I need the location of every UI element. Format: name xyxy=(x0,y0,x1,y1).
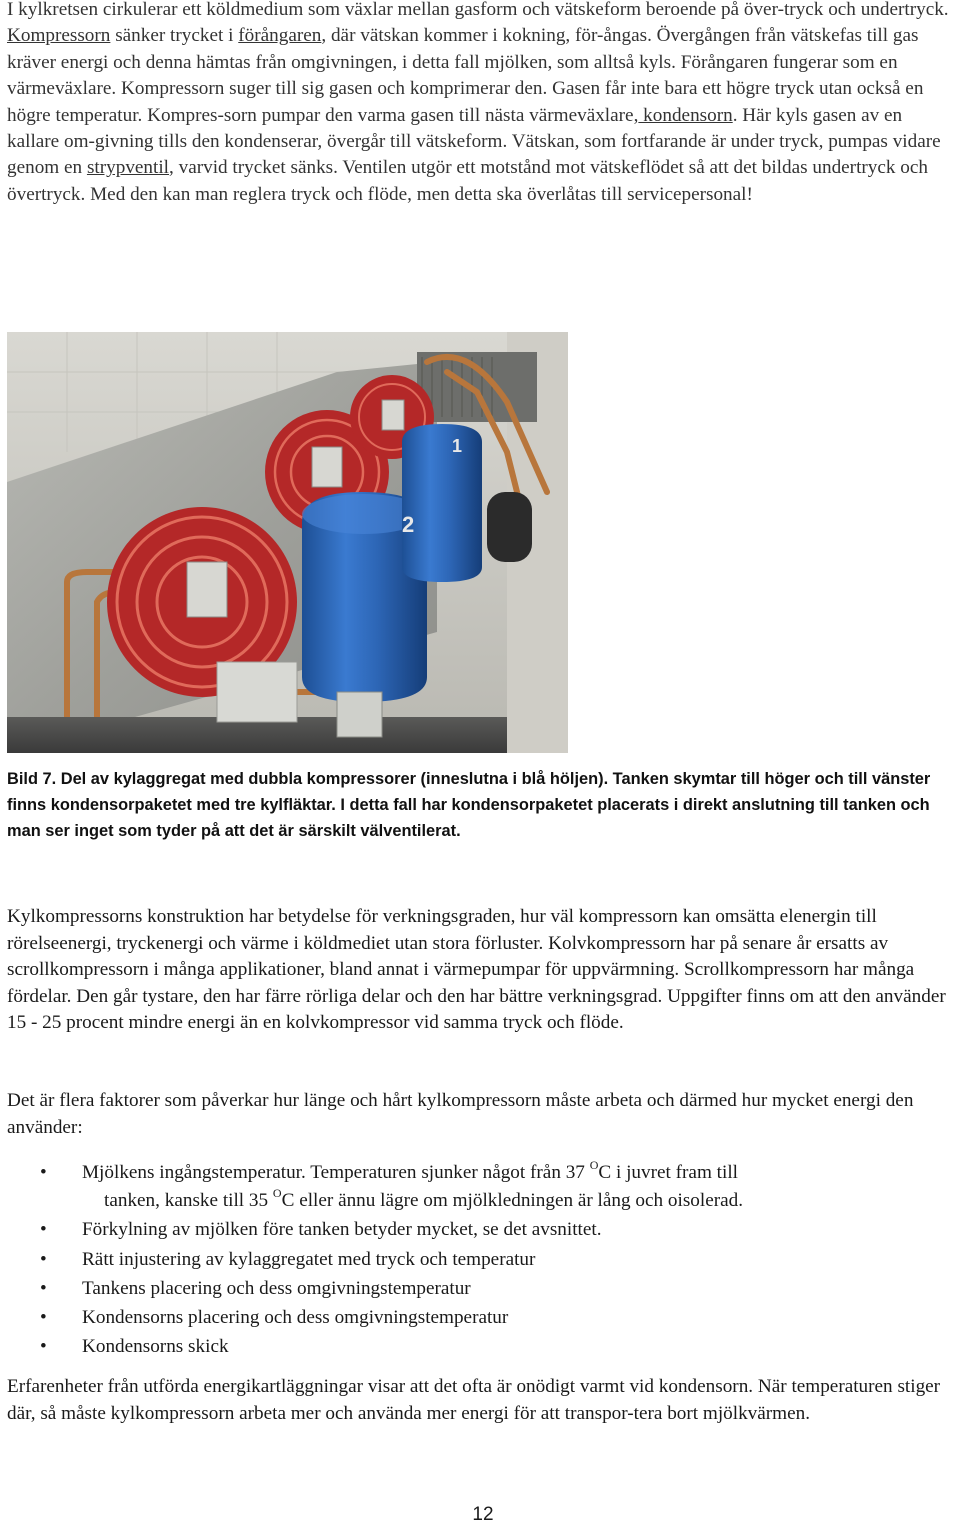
list-item-text: tanken, kanske till 35 xyxy=(104,1190,273,1212)
bullet-marker: • xyxy=(40,1248,47,1270)
term-forangaren-link[interactable]: förångaren xyxy=(238,25,322,47)
control-box xyxy=(337,692,382,737)
bullet-marker: • xyxy=(40,1336,47,1358)
paragraph-energy-survey: Erfarenheter från utförda energikartläggningar visar att det ofta är onödigt varmt vid kondensorn. När temperaturen stiger där, så måste kylkompressorn arbeta mer och använda mer energi för att transpor-tera bort mjölkvärmen. xyxy=(7,1376,941,1424)
list-item-text: Förkylning av mjölken före tanken betyder mycket, se det avsnittet. xyxy=(82,1219,602,1241)
paragraph-factors-intro: Det är flera faktorer som påverkar hur länge och hårt kylkompressorn måste arbeta och därmed hur mycket energi den använder: xyxy=(7,1090,914,1138)
list-item-text: C i juvret fram till xyxy=(598,1162,738,1183)
condenser-coil xyxy=(417,352,537,422)
list-item xyxy=(0,1303,960,1332)
bullet-marker: • xyxy=(40,1219,47,1241)
list-item-text: Mjölkens ingångstemperatur. Temperaturen sjunker något från 37 xyxy=(82,1162,590,1183)
intro-text: . Här kyls gasen av en kallare om-givning tills den kondenserar, övergår till vätskeform. Vätskan, som fortfarande är under tryck, pumpas vidare genom en xyxy=(7,104,941,179)
list-item xyxy=(0,1215,960,1244)
intro-text: I kylkretsen cirkulerar ett köldmedium som växlar mellan gasform och vätskeform beroende på över-tryck och undertryck. xyxy=(7,0,949,20)
list-item-text: Kondensorns placering och dess omgivningstemperatur xyxy=(82,1307,509,1329)
list-item xyxy=(0,1245,960,1274)
bullet-marker: • xyxy=(40,1307,47,1329)
paragraph-compressor-construction: Kylkompressorns konstruktion har betydelse för verkningsgraden, hur väl kompressorn kan omsätta elenergin till rörelseenergi, tryckenergi och värme i köldmediet utan stora förluster. Kolvkompressorn har på senare år ersatts av scrollkompressorn i många applikationer, bland annat i värmepumpar för uppvärmning. Scrollkompressorn har många fördelar. Den går tystare, den har färre rörliga delar och den har bättre verkningsgrad. Uppgifter finns om att den använder 15 - 25 procent mindre energi än en kolvkompressor vid samma tryck och flöde. xyxy=(7,906,946,1034)
list-item xyxy=(0,1274,960,1303)
intro-text: , varvid trycket sänks. Ventilen utgör ett motstånd mot vätskeflödet så att det bildas undertryck och övertryck. Med den kan man reglera tryck och flöde, men detta ska överlåtas till servicepersonal! xyxy=(7,157,928,205)
factors-list xyxy=(0,1158,960,1362)
term-kondensorn-link[interactable]: kondensorn xyxy=(638,104,733,126)
term-kompressorn-link[interactable]: Kompressorn xyxy=(7,25,111,47)
compressor-2-number: 2 xyxy=(402,512,415,537)
degree-superscript: O xyxy=(272,1186,282,1201)
junction-box xyxy=(217,662,297,722)
list-item-text: Tankens placering och dess omgivningstemperatur xyxy=(82,1277,471,1299)
intro-text: , där vätskan kommer i kokning, för-ångas. Övergången från vätskefas till gas kräver energi och denna hämtas från omgivningen, i detta fall mjölken, som alltså kyls. Förångaren fungerar som en värmeväxlare. Kompressorn suger till sig gasen och komprimerar den. Gasen får inte bara ett högre tryck utan också en högre temperatur. Kompres-sorn pumpar den varma gasen till nästa värmeväxlare, xyxy=(7,25,924,126)
list-item-text: Rätt injustering av kylaggregatet med tryck och temperatur xyxy=(82,1248,536,1270)
bullet-marker: • xyxy=(40,1277,47,1299)
degree-superscript: O xyxy=(589,1158,599,1172)
list-item-text: Kondensorns skick xyxy=(82,1336,229,1358)
intro-text: sänker trycket i xyxy=(110,25,239,47)
bullet-marker: • xyxy=(40,1162,47,1183)
list-item xyxy=(0,1158,960,1215)
photo-cooling-unit xyxy=(7,332,568,753)
page-number: 12 xyxy=(472,1504,494,1525)
insulated-pipe xyxy=(487,492,532,562)
term-strypventil-link[interactable]: strypventil xyxy=(86,157,170,179)
compressor-1-number: 1 xyxy=(452,436,463,456)
intro-paragraph xyxy=(7,0,957,208)
list-item-text: C eller ännu lägre om mjölkledningen är lång och oisolerad. xyxy=(281,1190,744,1212)
list-item xyxy=(0,1332,960,1361)
compressor-1 xyxy=(402,424,482,582)
figure-caption: Bild 7. Del av kylaggregat med dubbla kompressorer (inneslutna i blå höljen). Tanken skymtar till höger och till vänster finns kondensorpaketet med tre kylfläktar. I detta fall har kondensorpaketet placerats i direkt anslutning till tanken och man ser inget som tyder på att det är särskilt välventilerat. xyxy=(7,770,931,840)
